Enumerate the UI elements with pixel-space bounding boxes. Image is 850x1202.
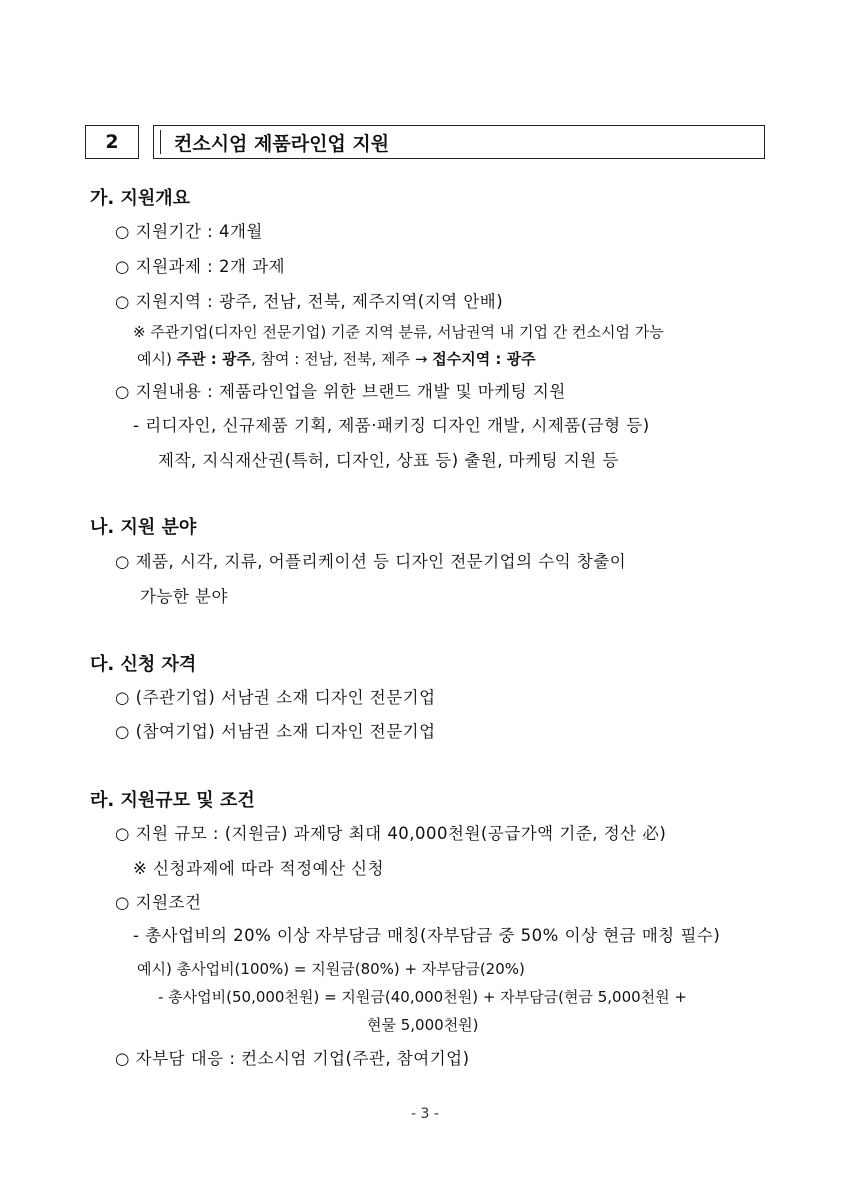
example-participants: , 참여 : 전남, 전북, 제주 → [251,350,433,368]
section-title-box [153,125,765,159]
scale-amount: ○ 지원 규모 : (지원금) 과제당 최대 40,000천원(공급가액 기준, 정산 必) [115,824,667,843]
page-number: - 3 - [411,1106,439,1122]
eligibility-lead: ○ (주관기업) 서남권 소재 디자인 전문기업 [115,688,436,707]
condition-example-3: 현물 5,000천원) [367,1016,479,1034]
condition-example-2: - 총사업비(50,000천원) = 지원금(40,000천원) + 자부담금(현금 5,000천원 + [158,988,687,1006]
overview-content-detail-2: 제작, 지식재산권(특허, 디자인, 상표 등) 출원, 마케팅 지원 등 [158,451,619,470]
example-lead-region: 주관 : 광주 [176,350,252,368]
selfpay: ○ 자부담 대응 : 컨소시엄 기업(주관, 참여기업) [115,1049,470,1068]
condition: ○ 지원조건 [115,893,202,912]
overview-content: ○ 지원내용 : 제품라인업을 위한 브랜드 개발 및 마케팅 지원 [115,382,566,401]
overview-region-note: ※ 주관기업(디자인 전문기업) 기준 지역 분류, 서남권역 내 기업 간 컨소시엄 가능 [133,323,664,341]
section-title: 컨소시엄 제품라인업 지원 [174,132,390,155]
title-divider [160,130,161,154]
overview-tasks: ○ 지원과제 : 2개 과제 [115,257,286,276]
condition-example-1: 예시) 총사업비(100%) = 지원금(80%) + 자부담금(20%) [137,960,525,978]
eligibility-partner: ○ (참여기업) 서남권 소재 디자인 전문기업 [115,722,436,741]
example-prefix: 예시) [137,350,177,368]
condition-detail: - 총사업비의 20% 이상 자부담금 매칭(자부담금 중 50% 이상 현금 매칭 필수) [133,926,721,945]
heading-field: 나. 지원 분야 [90,517,197,538]
heading-eligibility: 다. 신청 자격 [90,654,197,675]
overview-period: ○ 지원기간 : 4개월 [115,222,263,241]
heading-overview: 가. 지원개요 [90,188,191,209]
scale-note: ※ 신청과제에 따라 적정예산 신청 [133,859,385,878]
overview-content-detail-1: - 리디자인, 신규제품 기획, 제품·패키징 디자인 개발, 시제품(금형 등) [133,416,650,435]
heading-scale: 라. 지원규모 및 조건 [90,790,255,811]
overview-region: ○ 지원지역 : 광주, 전남, 전북, 제주지역(지역 안배) [115,292,504,311]
section-number: 2 [85,125,139,159]
example-submit-region: 접수지역 : 광주 [432,350,536,368]
field-line-1: ○ 제품, 시각, 지류, 어플리케이션 등 디자인 전문기업의 수익 창출이 [115,552,627,571]
overview-region-example [137,348,536,369]
field-line-2: 가능한 분야 [140,587,228,606]
